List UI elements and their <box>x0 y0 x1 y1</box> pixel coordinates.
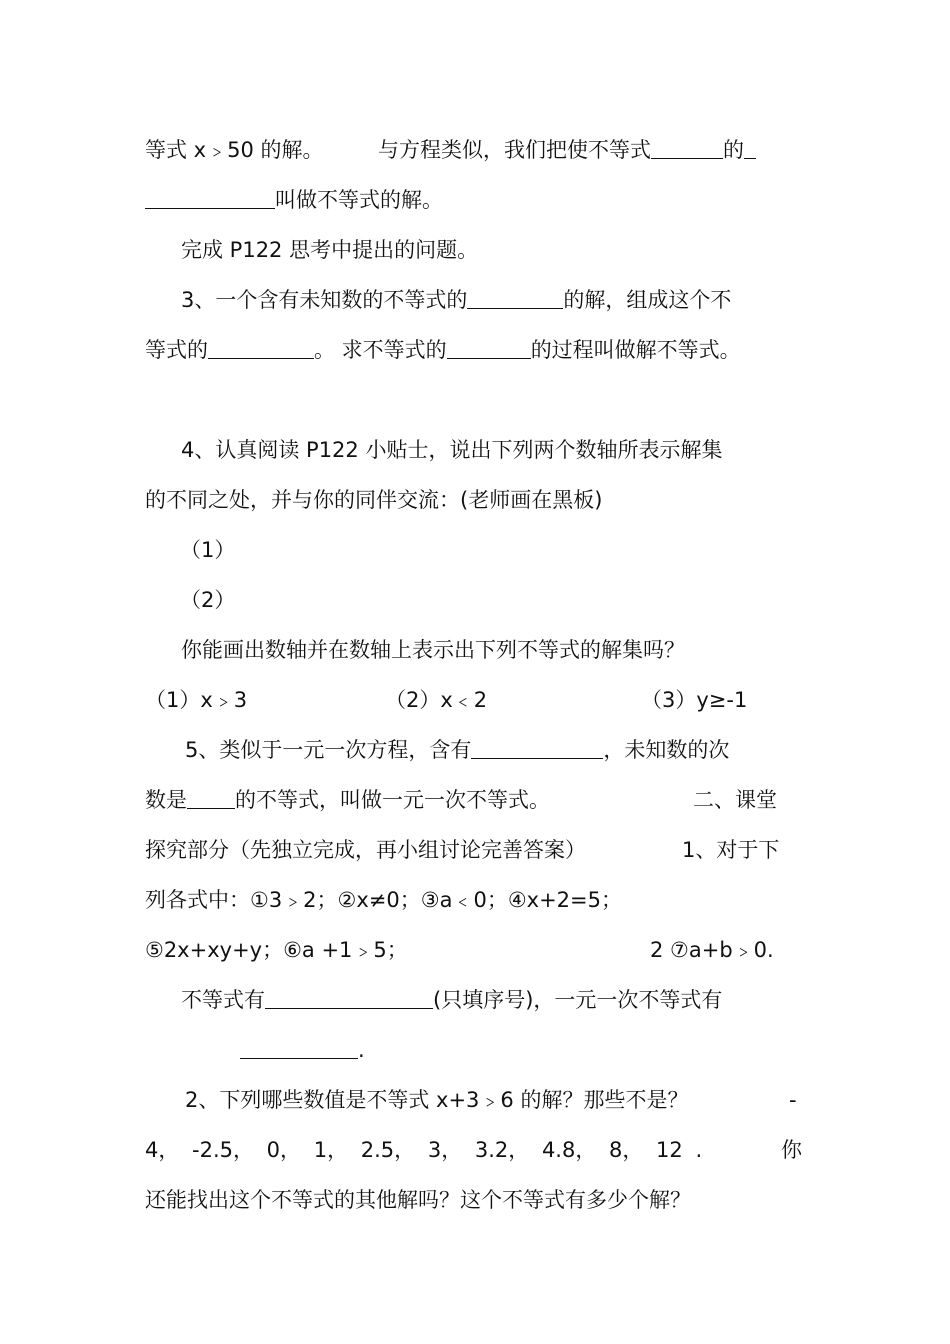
line-13 <box>145 783 805 817</box>
blank-2[interactable] <box>145 184 275 209</box>
text-l10: 你能画出数轴并在数轴上表示出下列不等式的解集吗？ <box>181 638 685 662</box>
text-l15: 列各式中：①3﹥2；②x≠0；③a﹤0；④x+2=5； <box>145 888 622 912</box>
line-8 <box>180 533 840 567</box>
text-l9: （2） <box>180 588 236 612</box>
text-l13-group <box>145 783 550 817</box>
text-l1a: 等式 x﹥50 的解。 <box>145 138 324 162</box>
text-l1c: 的 <box>723 138 744 162</box>
text-l5a: 等式的 <box>145 338 208 362</box>
text-l16a: ⑤2x+xy+y；⑥a +1﹥5； <box>145 938 408 962</box>
line-20 <box>145 1133 805 1167</box>
text-l19b: - <box>789 1088 797 1112</box>
line-6 <box>145 433 841 467</box>
text-l20: 4， -2.5， 0， 1， 2.5， 3， 3.2， 4.8， 8， 12 . <box>145 1138 703 1162</box>
text-l5b: 。 求不等式的 <box>314 338 447 362</box>
text-l13a: 数是 <box>145 788 187 812</box>
line-16 <box>145 933 805 967</box>
line-14 <box>145 833 805 867</box>
blank-1b[interactable] <box>744 134 756 159</box>
text-l11a: （1）x﹥3 <box>145 688 248 712</box>
text-l11b: （2）x﹤2 <box>385 688 488 712</box>
text-l14a: 探究部分（先独立完成，再小组讨论完善答案） <box>145 838 586 862</box>
text-l1b <box>378 133 756 167</box>
text-l2a: 叫做不等式的解。 <box>275 188 443 212</box>
text-l14b: 1、对于下 <box>682 838 780 862</box>
text-l21: 还能找出这个不等式的其他解吗？这个不等式有多少个解？ <box>145 1188 691 1212</box>
text-l16b: 2 ⑦a+b﹥0. <box>650 938 774 962</box>
line-2 <box>145 183 805 217</box>
text-l17a: 不等式有 <box>181 988 265 1012</box>
text-l20b: 你 <box>781 1138 802 1162</box>
text-l1b-inner: 与方程类似，我们把使不等式 <box>378 138 651 162</box>
text-l8: （1） <box>180 538 236 562</box>
line-5 <box>145 333 805 367</box>
blank-7[interactable] <box>187 784 235 809</box>
line-12 <box>185 733 845 767</box>
blank-8[interactable] <box>265 984 433 1009</box>
text-l5c: 的过程叫做解不等式。 <box>530 338 741 362</box>
text-l4a: 3、一个含有未知数的不等式的 <box>181 288 468 312</box>
line-1 <box>145 133 805 167</box>
line-9 <box>180 583 840 617</box>
blank-1[interactable] <box>651 134 723 159</box>
text-l13b: 的不等式，叫做一元一次不等式。 <box>235 788 550 812</box>
blank-9[interactable] <box>240 1034 358 1059</box>
blank-4[interactable] <box>208 334 314 359</box>
text-l19a: 2、下列哪些数值是不等式 x+3﹥6 的解？那些不是？ <box>185 1088 689 1112</box>
line-18 <box>240 1033 900 1067</box>
text-l18: . <box>358 1038 365 1062</box>
blank-5[interactable] <box>447 334 531 359</box>
line-10 <box>145 633 841 667</box>
line-17 <box>145 983 841 1017</box>
text-l12a: 5、类似于一元一次方程，含有 <box>185 738 472 762</box>
blank-6[interactable] <box>471 734 603 759</box>
line-4 <box>145 283 841 317</box>
line-11 <box>145 683 805 717</box>
text-l12b: ，未知数的次 <box>603 738 730 762</box>
text-l11c: （3）y≥-1 <box>641 688 748 712</box>
text-l4b: 的解，组成这个不 <box>563 288 732 312</box>
line-15 <box>145 883 805 917</box>
text-l6: 4、认真阅读 P122 小贴士，说出下列两个数轴所表示解集 <box>181 438 723 462</box>
line-19 <box>185 1083 805 1117</box>
text-l7: 的不同之处，并与你的同伴交流：(老师画在黑板) <box>145 488 603 512</box>
blank-3[interactable] <box>467 284 563 309</box>
line-7 <box>145 483 805 517</box>
line-21 <box>145 1183 805 1217</box>
text-l17b: (只填序号)，一元一次不等式有 <box>433 988 723 1012</box>
text-l3: 完成 P122 思考中提出的问题。 <box>181 238 479 262</box>
line-3 <box>145 233 841 267</box>
text-l13c: 二、课堂 <box>693 788 777 812</box>
